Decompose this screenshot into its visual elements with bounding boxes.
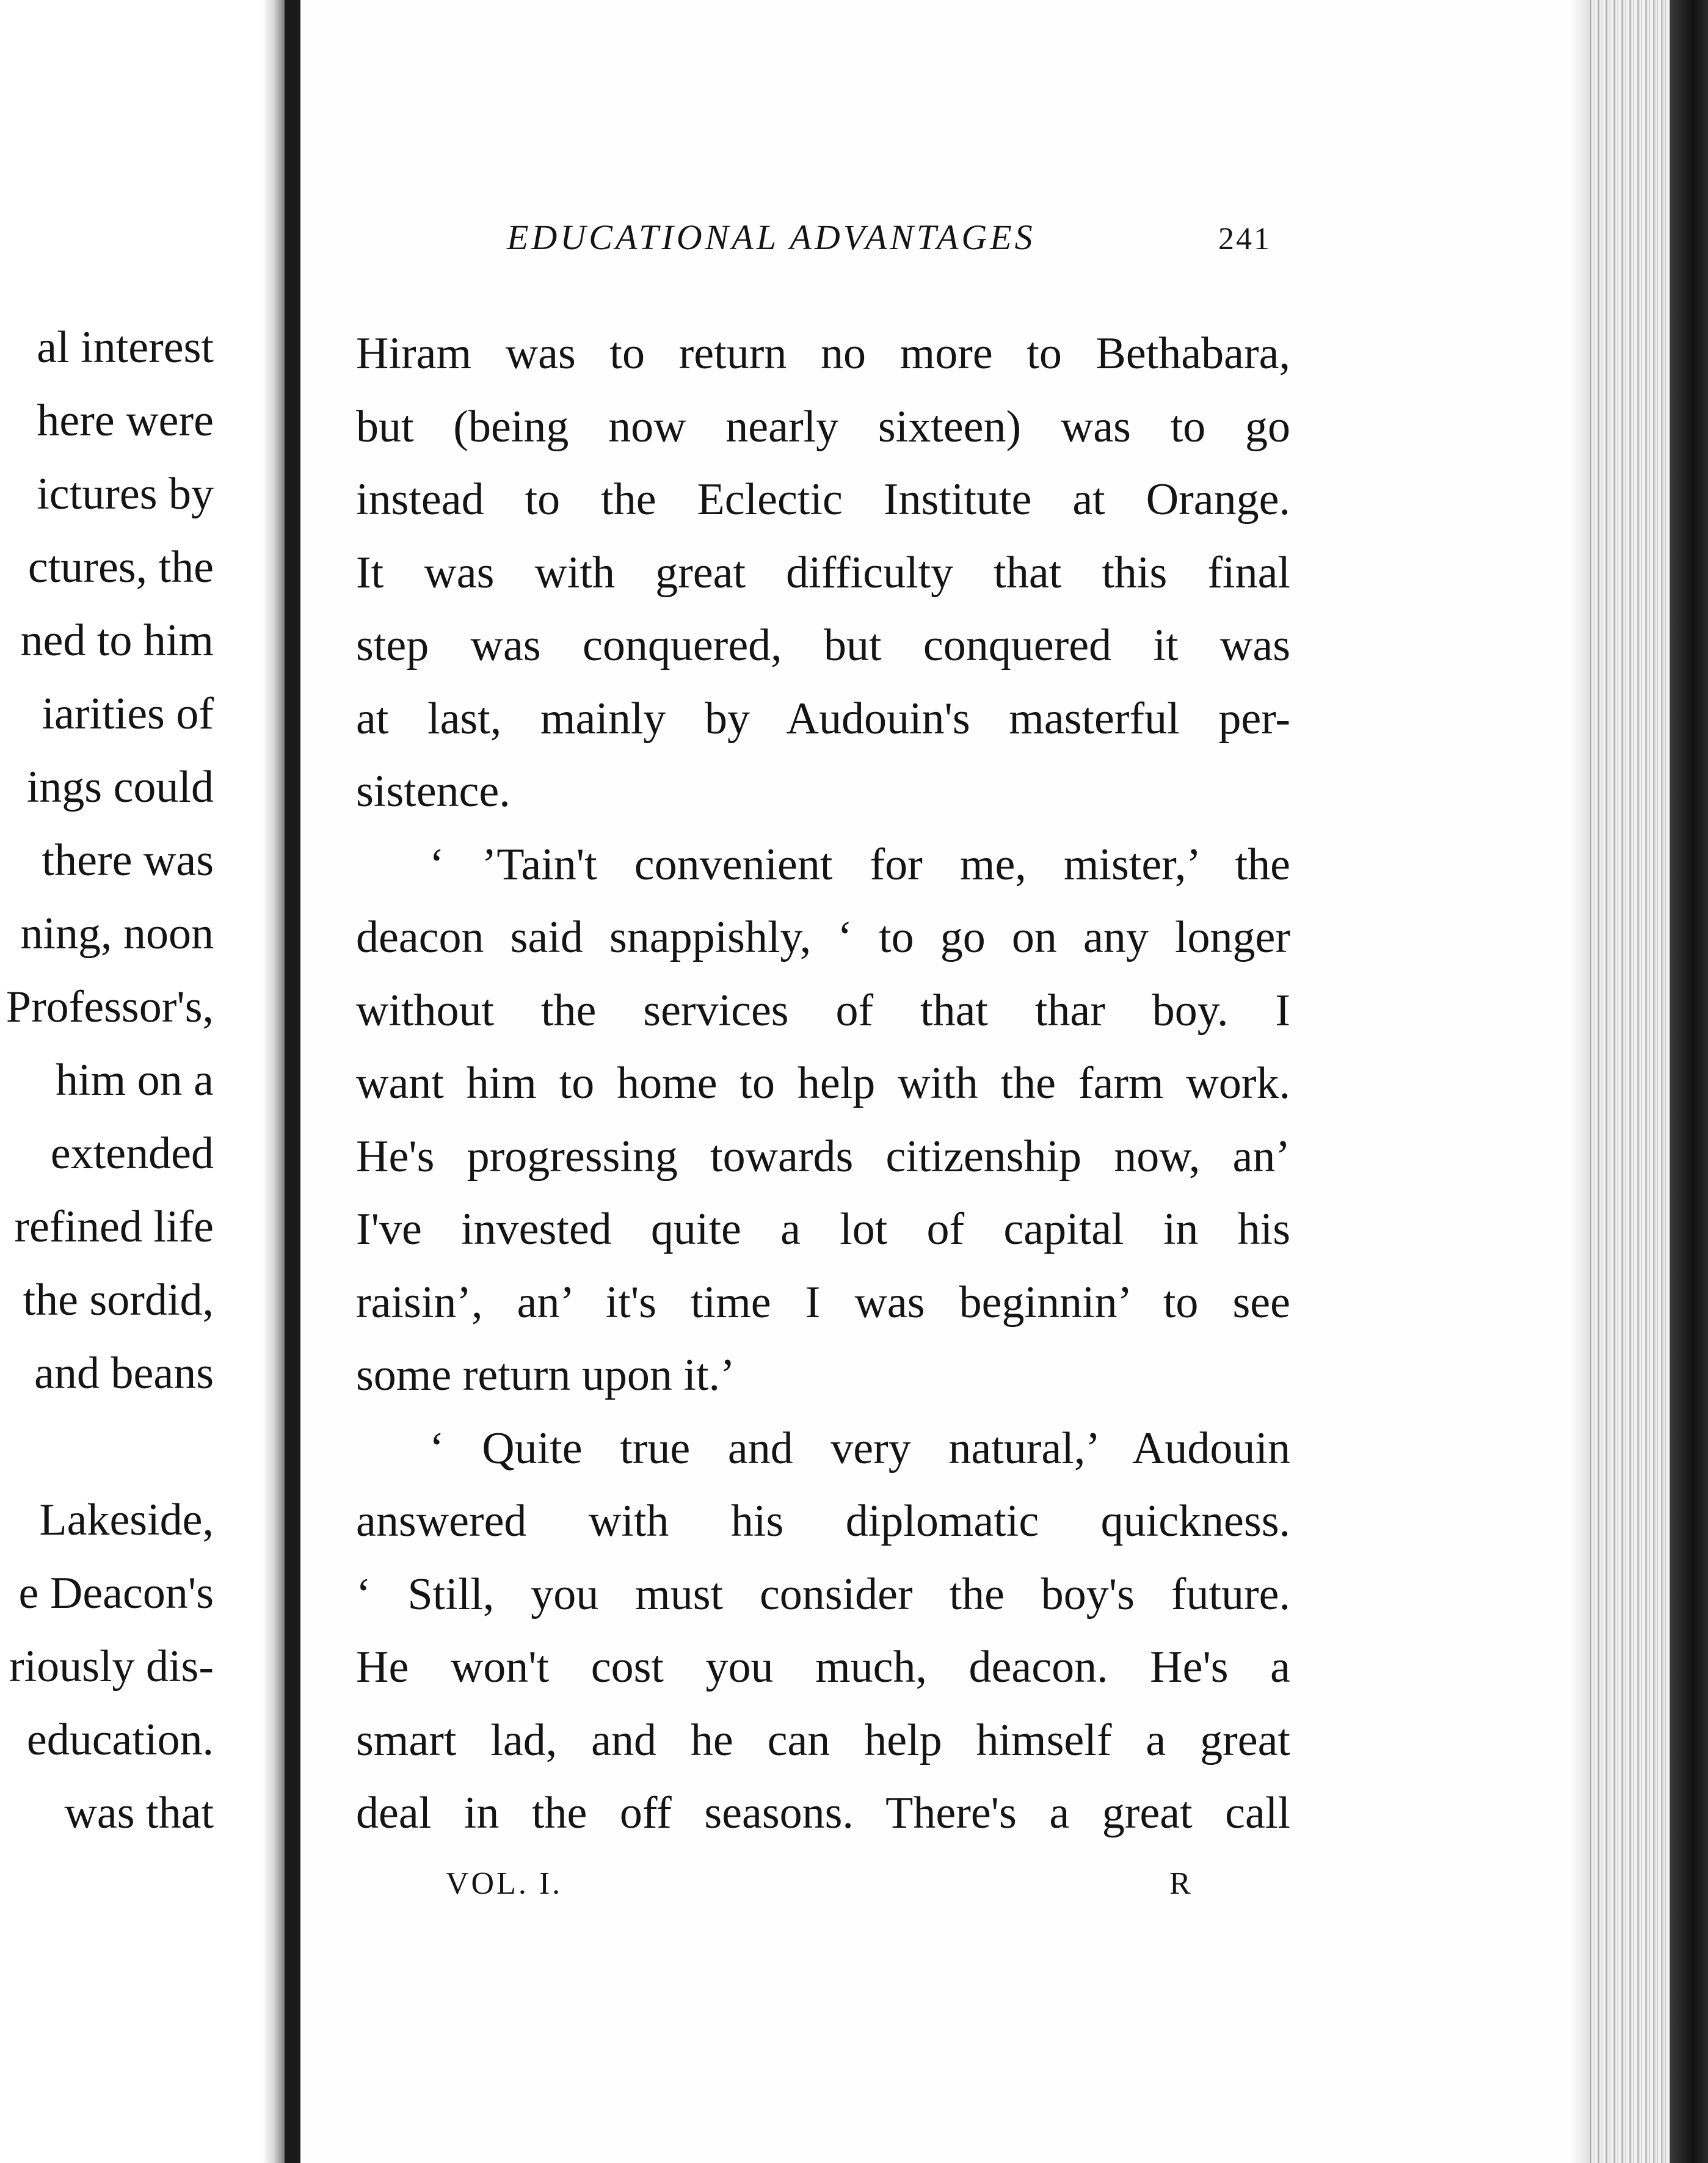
text-line: ‘ ’Tain't convenient for me, mister,’ the <box>429 839 1290 890</box>
text-line: He won't cost you much, deacon. He's a <box>356 1642 1290 1692</box>
text-line: deacon said snappishly, ‘ to go on any longer <box>356 912 1290 962</box>
left-page-line: ning, noon <box>20 909 214 959</box>
text-line: ‘ Quite true and very natural,’ Audouin <box>429 1423 1290 1474</box>
book-binding <box>285 0 300 2163</box>
text-line: smart lad, and he can help himself a great <box>356 1715 1290 1765</box>
text-line: ‘ Still, you must consider the boy's future. <box>356 1569 1290 1620</box>
text-line: sistence. <box>356 766 511 816</box>
left-page-line: ictures by <box>37 469 214 519</box>
book-cover-edge <box>1670 0 1708 2163</box>
left-page-line: there was <box>42 835 214 885</box>
text-line: He's progressing towards citizenship now, an’ <box>356 1131 1290 1182</box>
text-line: at last, mainly by Audouin's masterful per- <box>356 693 1290 744</box>
body-text <box>356 318 1290 1850</box>
left-page-line: iarities of <box>42 689 214 739</box>
left-page-line: ned to him <box>20 616 214 666</box>
left-page-line: him on a <box>56 1055 214 1105</box>
page-number: 241 <box>1218 222 1271 256</box>
text-line: instead to the Eclectic Institute at Orange. <box>356 474 1290 525</box>
text-line: without the services of that thar boy. I <box>356 985 1290 1036</box>
text-line: I've invested quite a lot of capital in his <box>356 1204 1290 1254</box>
left-page-line: e Deacon's <box>18 1568 214 1618</box>
text-line: some return upon it.’ <box>356 1350 735 1400</box>
left-page <box>0 0 263 2163</box>
left-page-line: riously dis- <box>9 1641 214 1692</box>
left-page-line: ctures, the <box>27 542 214 592</box>
left-page-line: and beans <box>34 1348 214 1398</box>
text-line: raisin’, an’ it's time I was beginnin’ to see <box>356 1277 1290 1328</box>
left-page-line: ings could <box>26 762 214 812</box>
text-line: deal in the off seasons. There's a great call <box>356 1788 1290 1838</box>
left-page-line: refined life <box>14 1202 214 1252</box>
text-line: want him to home to help with the farm work. <box>356 1058 1290 1108</box>
left-page-line: extended <box>50 1129 214 1179</box>
left-page-line: Lakeside, <box>39 1495 214 1545</box>
page-edge-shadow <box>1571 0 1589 2163</box>
text-line: It was with great difficulty that this final <box>356 547 1290 598</box>
left-page-line: was that <box>64 1788 214 1838</box>
running-head: EDUCATIONAL ADVANTAGES <box>507 217 1036 257</box>
left-page-line: Professor's, <box>5 982 214 1032</box>
left-page-line: al interest <box>37 322 214 373</box>
left-page-line: education. <box>26 1715 214 1765</box>
text-line: but (being now nearly sixteen) was to go <box>356 401 1290 452</box>
text-line: step was conquered, but conquered it was <box>356 620 1290 671</box>
gutter-shadow <box>263 0 287 2163</box>
left-page-line: here were <box>37 396 214 446</box>
text-line: answered with his diplomatic quickness. <box>356 1496 1290 1546</box>
left-page-line: the sordid, <box>23 1275 214 1325</box>
signature-mark: R <box>1169 1866 1191 1901</box>
text-line: Hiram was to return no more to Bethabara, <box>356 329 1290 379</box>
volume-mark: VOL. I. <box>446 1866 563 1901</box>
